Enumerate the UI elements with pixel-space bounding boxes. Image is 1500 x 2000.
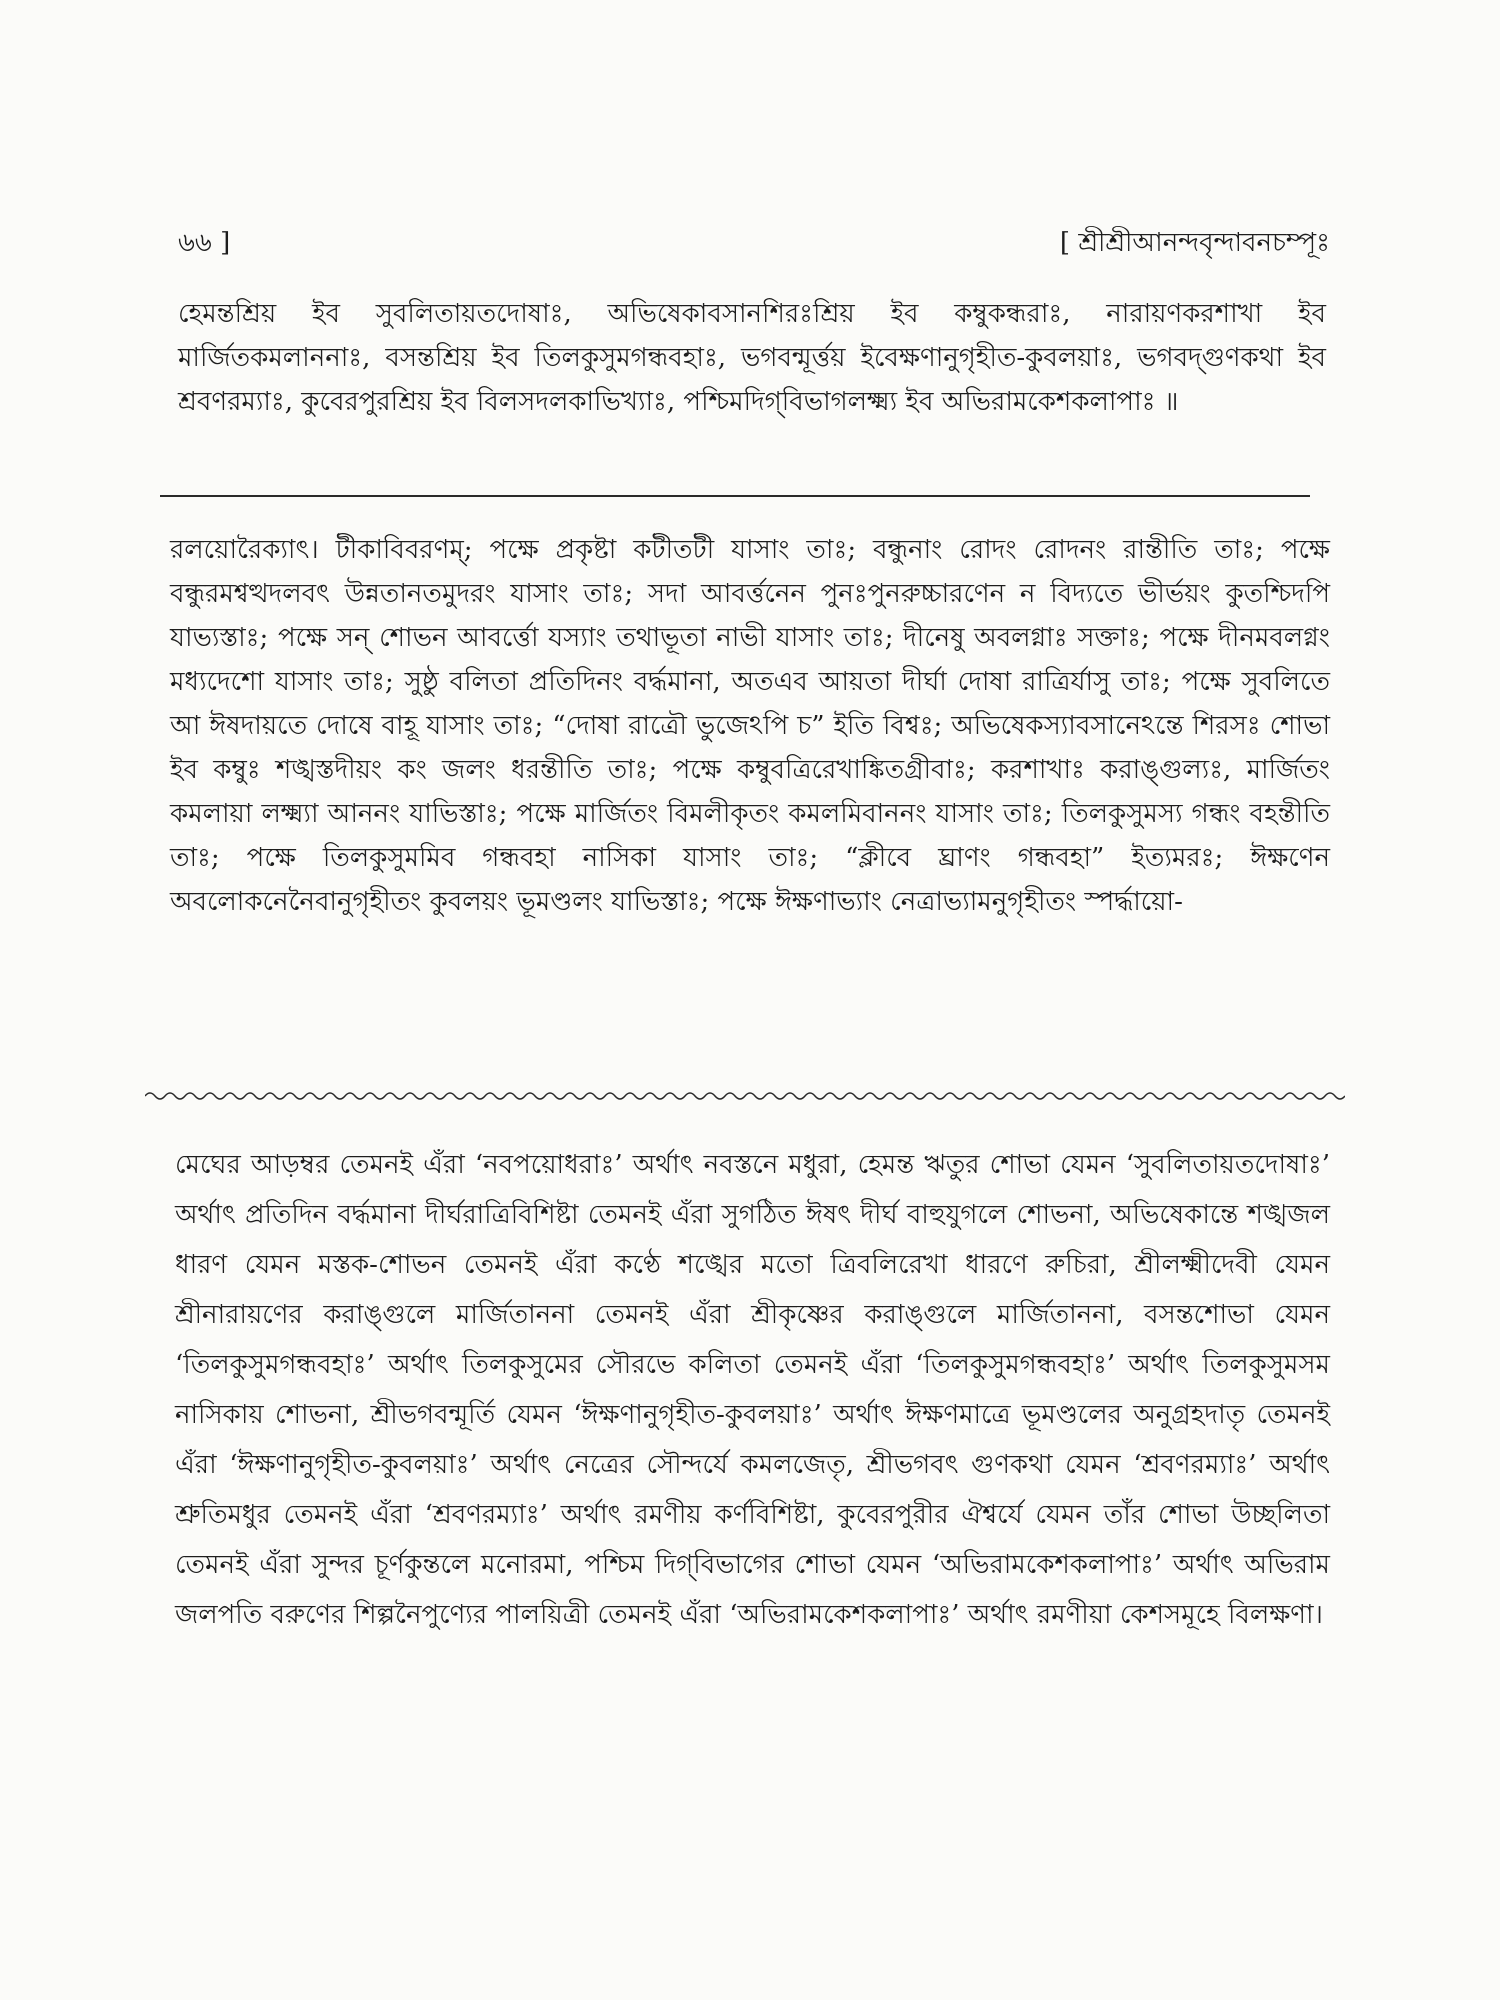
verse-text: হেমন্তশ্রিয় ইব সুবলিতায়তদোষাঃ, অভিষেকাবসানশিরঃশ্রিয় ইব কম্বুকন্ধরাঃ, নারায়ণকরশাখা ইব মার্জিতকমলাননাঃ, বসন্তশ্রিয় ইব তিলকুসুমগন্ধবহাঃ, ভগবন্মূর্ত্তয় ইবেক্ষণানুগৃহীত-কুবলয়াঃ, ভগবদ্গুণকথা ইব শ্রবণরম্যাঃ, কুবেরপুরশ্রিয় ইব বিলসদলকাভিখ্যাঃ, পশ্চিমদিগ্‌বিভাগলক্ষ্ম্য ইব অভিরামকেশকলাপাঃ ॥ (178, 299, 1326, 417)
verse-divider (160, 495, 1310, 497)
book-title: [ শ্রীশ্রীআনন্দবৃন্দাবনচম্পূঃ (1059, 228, 1330, 258)
page-number: ৬৬ ] (178, 228, 231, 258)
commentary-text: রলয়োরৈক্যাৎ। টীকাবিবরণম্; পক্ষে প্রকৃষ্টা কটীতটী যাসাং তাঃ; বন্ধুনাং রোদং রোদনং রান্তীতি তাঃ; পক্ষে বন্ধুরমশ্বত্থদলবৎ উন্নতানতমুদরং যাসাং তাঃ; সদা আবর্ত্তনেন পুনঃপুনরুচ্চারণেন ন বিদ্যতে ভীর্ভয়ং কুতশ্চিদপি যাভ্যস্তাঃ; পক্ষে সন্ শোভন আবর্ত্তো যস্যাং তথাভূতা নাভী যাসাং তাঃ; দীনেষু অবলগ্নাঃ সক্তাঃ; পক্ষে দীনমবলগ্নং মধ্যদেশো যাসাং তাঃ; সুষ্ঠু বলিতা প্রতিদিনং বর্দ্ধমানা, অতএব আয়তা দীর্ঘা দোষা রাত্রির্যাসু তাঃ; পক্ষে সুবলিতে আ ঈষদায়তে দোষে বাহূ যাসাং তাঃ; “দোষা রাত্রৌ ভুজেঽপি চ” ইতি বিশ্বঃ; অভিষেকস্যাবসানেঽন্তে শিরসঃ শোভা ইব কম্বুঃ শঙ্খস্তদীয়ং কং জলং ধরন্তীতি তাঃ; পক্ষে কম্বুবত্রিরেখাঙ্কিতগ্রীবাঃ; করশাখাঃ করাঙ্গুল্যঃ, মার্জিতং কমলায়া লক্ষ্ম্যা আননং যাভিস্তাঃ; পক্ষে মার্জিতং বিমলীকৃতং কমলমিবাননং যাসাং তাঃ; তিলকুসুমস্য গন্ধং বহন্তীতি তাঃ; পক্ষে তিলকুসুমমিব গন্ধবহা নাসিকা যাসাং তাঃ; “ক্লীবে ঘ্রাণং গন্ধবহা” ইত্যমরঃ; ঈক্ষণেন অবলোকনেনৈবানুগৃহীতং কুবলয়ং ভূমণ্ডলং যাভিস্তাঃ; পক্ষে ঈক্ষণাভ্যাং নেত্রাভ্যামনুগৃহীতং স্পর্দ্ধায়ো- (170, 535, 1330, 917)
translation-text: মেঘের আড়ম্বর তেমনই এঁরা ‘নবপয়োধরাঃ’ অর্থাৎ নবস্তনে মধুরা, হেমন্ত ঋতুর শোভা যেমন ‘সুবলিতায়তদোষাঃ’ অর্থাৎ প্রতিদিন বর্দ্ধমানা দীর্ঘরাত্রিবিশিষ্টা তেমনই এঁরা সুগঠিত ঈষৎ দীর্ঘ বাহুযুগলে শোভনা, অভিষেকান্তে শঙ্খজল ধারণ যেমন মস্তক-শোভন তেমনই এঁরা কণ্ঠে শঙ্খের মতো ত্রিবলিরেখা ধারণে রুচিরা, শ্রীলক্ষ্মীদেবী যেমন শ্রীনারায়ণের করাঙ্গুলে মার্জিতাননা তেমনই এঁরা শ্রীকৃষ্ণের করাঙ্গুলে মার্জিতাননা, বসন্তশোভা যেমন ‘তিলকুসুমগন্ধবহাঃ’ অর্থাৎ তিলকুসুমের সৌরভে কলিতা তেমনই এঁরা ‘তিলকুসুমগন্ধবহাঃ’ অর্থাৎ তিলকুসুমসম নাসিকায় শোভনা, শ্রীভগবন্মূর্তি যেমন ‘ঈক্ষণানুগৃহীত-কুবলয়াঃ’ অর্থাৎ ঈক্ষণমাত্রে ভূমণ্ডলের অনুগ্রহদাতৃ তেমনই এঁরা ‘ঈক্ষণানুগৃহীত-কুবলয়াঃ’ অর্থাৎ নেত্রের সৌন্দর্যে কমলজেতৃ, শ্রীভগবৎ গুণকথা যেমন ‘শ্রবণরম্যাঃ’ অর্থাৎ শ্রুতিমধুর তেমনই এঁরা ‘শ্রবণরম্যাঃ’ অর্থাৎ রমণীয় কর্ণবিশিষ্টা, কুবেরপুরীর ঐশ্বর্যে যেমন তাঁর শোভা উচ্ছলিতা তেমনই এঁরা সুন্দর চূর্ণকুন্তলে মনোরমা, পশ্চিম দিগ্‌বিভাগের শোভা যেমন ‘অভিরামকেশকলাপাঃ’ অর্থাৎ অভিরাম জলপতি বরুণের শিল্পনৈপুণ্যের পালয়িত্রী তেমনই এঁরা ‘অভিরামকেশকলাপাঃ’ অর্থাৎ রমণীয়া কেশসমূহে বিলক্ষণা। (175, 1150, 1330, 1630)
running-head (178, 222, 1330, 266)
wavy-divider (145, 1090, 1345, 1102)
